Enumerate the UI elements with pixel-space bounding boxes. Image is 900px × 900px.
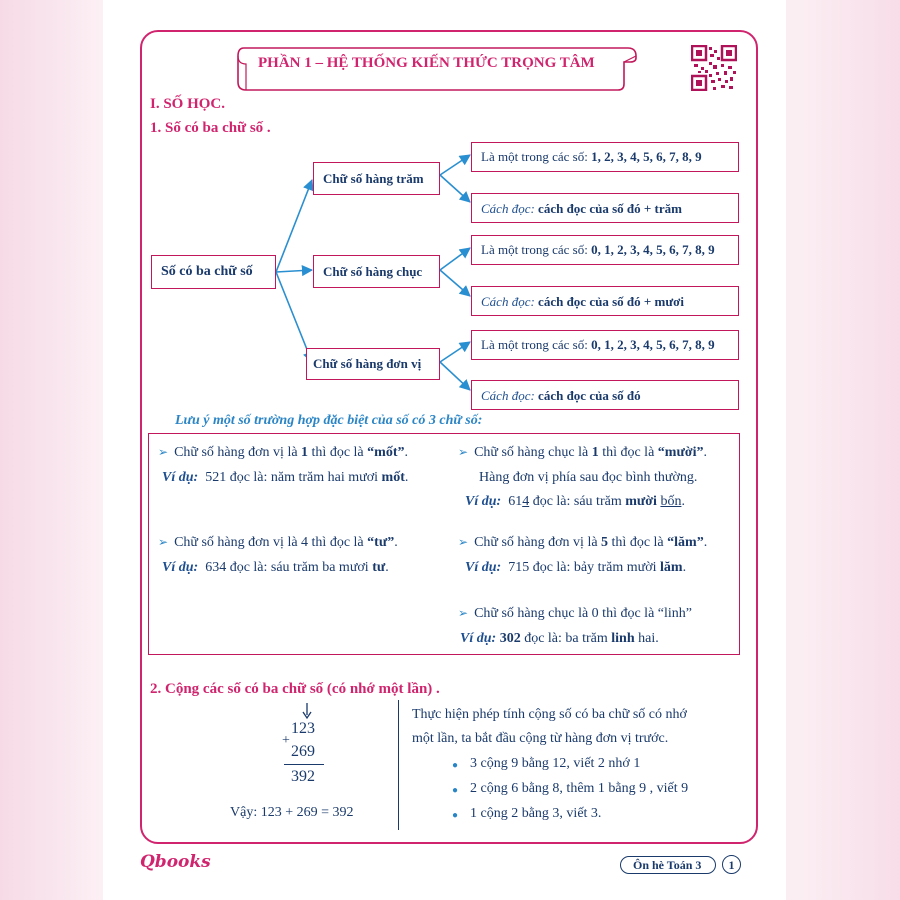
- leaf-tens-reading: [471, 286, 739, 316]
- explain-line-2: một lần, ta bắt đầu cộng từ hàng đơn vị trước.: [412, 731, 669, 746]
- step-item: 1 cộng 2 bằng 3, viết 3.: [470, 806, 602, 821]
- subsection-heading-1: 1. Số có ba chữ số .: [150, 120, 271, 136]
- footer-title-pill: Ôn hè Toán 3: [620, 856, 716, 874]
- note-rule: ➢ Chữ số hàng chục là 1 thì đọc là “mười”.: [458, 445, 708, 460]
- section-heading: I. SỐ HỌC.: [150, 96, 226, 112]
- leaf-digits: 0, 1, 2, 3, 4, 5, 6, 7, 8, 9: [591, 337, 715, 352]
- arrow-bullet-icon: ➢: [458, 535, 469, 549]
- leaf-units-digits: [471, 330, 739, 360]
- leaf-prefix: Là một trong các số:: [481, 337, 592, 352]
- node-label: Chữ số hàng chục: [323, 264, 423, 279]
- leaf-hundreds-reading: [471, 193, 739, 223]
- leaf-digits: 1, 2, 3, 4, 5, 6, 7, 8, 9: [591, 149, 702, 164]
- node-label: Chữ số hàng đơn vị: [313, 356, 422, 371]
- column-divider: [398, 700, 399, 830]
- leaf-prefix: Là một trong các số:: [481, 242, 592, 257]
- note-rule: ➢ Chữ số hàng đơn vị là 4 thì đọc là “tư”.: [158, 535, 398, 550]
- leaf-prefix: Là một trong các số:: [481, 149, 592, 164]
- arrow-bullet-icon: ➢: [458, 606, 469, 620]
- leaf-reading-text: cách đọc của số đó: [534, 388, 641, 403]
- explain-line-1: Thực hiện phép tính cộng số có ba chữ số có nhớ: [412, 707, 687, 722]
- node-tens: [313, 255, 440, 288]
- arrow-bullet-icon: ➢: [158, 535, 169, 549]
- note-rule: ➢ Chữ số hàng chục là 0 thì đọc là “linh”: [458, 606, 692, 621]
- leaf-reading-label: Cách đọc:: [481, 388, 535, 403]
- note-example: Ví dụ: 521 đọc là: năm trăm hai mươi mốt.: [162, 470, 409, 485]
- leaf-hundreds-digits: [471, 142, 739, 172]
- note-rule: ➢ Chữ số hàng đơn vị là 1 thì đọc là “mốt”.: [158, 445, 408, 460]
- node-hundreds: [313, 162, 440, 195]
- note-example: Ví dụ: 715 đọc là: bảy trăm mười lăm.: [465, 560, 687, 575]
- node-label: Chữ số hàng trăm: [323, 171, 424, 186]
- leaf-reading-label: Cách đọc:: [481, 201, 535, 216]
- step-item: 3 cộng 9 bằng 12, viết 2 nhớ 1: [470, 756, 641, 771]
- arrow-bullet-icon: ➢: [158, 445, 169, 459]
- subsection-heading-2: 2. Cộng các số có ba chữ số (có nhớ một lần) .: [150, 681, 440, 697]
- dot-bullet-icon: ●: [452, 760, 459, 771]
- arrow-bullet-icon: ➢: [458, 445, 469, 459]
- note-example: Ví dụ: 634 đọc là: sáu trăm ba mươi tư.: [162, 560, 389, 575]
- leaf-tens-digits: [471, 235, 739, 265]
- addend-second: 269: [291, 743, 315, 760]
- note-rule: ➢ Chữ số hàng đơn vị là 5 thì đọc là “lăm”.: [458, 535, 708, 550]
- note-title: Lưu ý một số trường hợp đặc biệt của số có 3 chữ số:: [175, 413, 483, 428]
- addition-summary: Vậy: 123 + 269 = 392: [230, 805, 354, 820]
- sum-line: [284, 764, 324, 765]
- plus-sign: +: [282, 733, 290, 748]
- note-rule-line2: Hàng đơn vị phía sau đọc bình thường.: [479, 470, 698, 485]
- down-arrow-icon: [300, 703, 314, 721]
- node-units: [306, 348, 440, 380]
- diagram-root-node: [151, 255, 276, 289]
- step-item: 2 cộng 6 bằng 8, thêm 1 bằng 9 , viết 9: [470, 781, 689, 796]
- page-number-badge: 1: [722, 855, 741, 874]
- dot-bullet-icon: ●: [452, 785, 459, 796]
- leaf-digits: 0, 1, 2, 3, 4, 5, 6, 7, 8, 9: [591, 242, 715, 257]
- banner-title: PHẦN 1 – HỆ THỐNG KIẾN THỨC TRỌNG TÂM: [258, 55, 595, 71]
- leaf-reading-label: Cách đọc:: [481, 294, 535, 309]
- leaf-units-reading: [471, 380, 739, 410]
- root-label: Số có ba chữ số: [161, 264, 253, 279]
- note-example: Ví dụ: 302 đọc là: ba trăm linh hai.: [460, 631, 659, 646]
- dot-bullet-icon: ●: [452, 810, 459, 821]
- sum-result: 392: [291, 768, 315, 785]
- leaf-reading-text: cách đọc của số đó + trăm: [534, 201, 682, 216]
- publisher-logo: Qbooks: [140, 852, 211, 872]
- note-example: Ví dụ: 614 đọc là: sáu trăm mười bốn.: [465, 494, 685, 509]
- addend-top: 123: [291, 720, 315, 737]
- leaf-reading-text: cách đọc của số đó + mươi: [534, 294, 684, 309]
